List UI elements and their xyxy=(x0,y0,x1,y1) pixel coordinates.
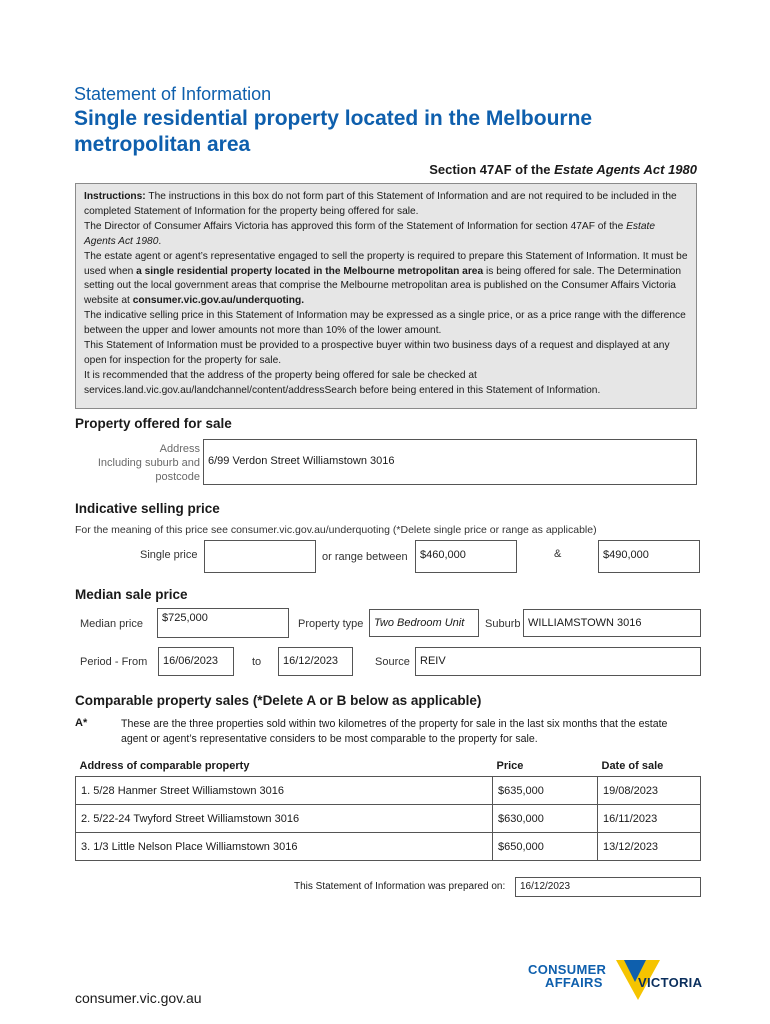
period-to-field[interactable]: 16/12/2023 xyxy=(278,647,353,676)
indicative-note: For the meaning of this price see consumer.vic.gov.au/underquoting (*Delete single price or range as applicable) xyxy=(75,524,597,536)
comparable-price[interactable]: $630,000 xyxy=(493,805,598,833)
instructions-p1-text: The instructions in this box do not form part of this Statement of Information and are not required to be included in the completed Statement of Information for the property being offered for sale. xyxy=(84,191,677,217)
comparable-date[interactable]: 19/08/2023 xyxy=(598,777,701,805)
document-subtitle: Statement of Information xyxy=(74,84,272,104)
logo-line-2: AFFAIRS xyxy=(545,975,603,990)
single-price-field[interactable] xyxy=(204,540,316,573)
median-price-label: Median price xyxy=(80,618,143,630)
prepared-on-field[interactable]: 16/12/2023 xyxy=(515,877,701,897)
median-heading: Median sale price xyxy=(75,587,188,602)
comparable-date[interactable]: 16/11/2023 xyxy=(598,805,701,833)
property-heading: Property offered for sale xyxy=(75,416,232,431)
source-field[interactable]: REIV xyxy=(415,647,701,676)
address-label-line2: Including suburb and xyxy=(97,457,200,469)
period-to-label: to xyxy=(252,656,262,668)
section-prefix: Section 47AF of the xyxy=(429,162,551,177)
address-label-line1: Address xyxy=(159,443,200,455)
instructions-p3b: a single residential property located in the Melbourne metropolitan area xyxy=(136,265,484,277)
instructions-p2 xyxy=(84,220,688,250)
instructions-p1 xyxy=(84,190,688,220)
title-line-1: Single residential property located in the Melbourne xyxy=(74,107,593,130)
suburb-label: Suburb xyxy=(485,618,521,630)
address-label xyxy=(80,442,200,484)
table-row xyxy=(76,777,701,805)
table-header-row xyxy=(76,756,701,777)
table-row xyxy=(76,805,701,833)
range-label: or range between xyxy=(322,551,408,563)
title-line-2: metropolitan area xyxy=(74,133,251,156)
instructions-p2c: . xyxy=(158,235,162,247)
instructions-lead: Instructions: xyxy=(84,191,146,202)
period-from-label: Period - From xyxy=(80,656,148,668)
instructions-p3d: consumer.vic.gov.au/underquoting. xyxy=(132,295,305,307)
footer-url[interactable]: consumer.vic.gov.au xyxy=(75,990,202,1006)
instructions-p2b: Estate Agents Act 1980 xyxy=(84,220,655,247)
comparable-address[interactable]: 2. 5/22-24 Twyford Street Williamstown 3016 xyxy=(76,805,493,833)
instructions-box xyxy=(75,183,697,409)
instructions-p4: The indicative selling price in this Statement of Information may be expressed as a single price, or as a price range with the difference between the upper and lower amounts not more than 10% of the lower amount. xyxy=(84,310,686,337)
option-a-marker: A* xyxy=(75,717,88,729)
comparable-price[interactable]: $650,000 xyxy=(493,833,598,861)
range-low-field[interactable]: $460,000 xyxy=(415,540,517,573)
address-field[interactable]: 6/99 Verdon Street Williamstown 3016 xyxy=(203,439,697,485)
range-high-field[interactable]: $490,000 xyxy=(598,540,700,573)
instructions-p3a: The estate agent or agent’s representative engaged to sell the property is required to prepare this Statement of Information. It must be used when xyxy=(84,250,688,277)
instructions-p5: This Statement of Information must be provided to a prospective buyer within two business days of a request and displayed at any open for inspection for the property for sale. xyxy=(84,340,670,366)
property-type-label: Property type xyxy=(298,618,364,630)
indicative-heading: Indicative selling price xyxy=(75,501,220,516)
property-type-field[interactable]: Two Bedroom Unit xyxy=(369,609,479,637)
comparable-price[interactable]: $635,000 xyxy=(493,777,598,805)
median-price-field[interactable]: $725,000 xyxy=(157,608,289,638)
instructions-p6: It is recommended that the address of the property being offered for sale be checked at services.land.vic.gov.au/landchannel/content/addressSearch before being entered in this Statement of Information. xyxy=(84,369,601,396)
document-title xyxy=(74,106,714,158)
comparable-address[interactable]: 1. 5/28 Hanmer Street Williamstown 3016 xyxy=(76,777,493,805)
instructions-p3 xyxy=(84,250,688,310)
comparable-address[interactable]: 3. 1/3 Little Nelson Place Williamstown 3016 xyxy=(76,833,493,861)
instructions-p2a: The Director of Consumer Affairs Victoria has approved this form of the Statement of Information for section 47AF of the xyxy=(84,220,624,232)
act-name: Estate Agents Act 1980 xyxy=(554,162,697,177)
option-a-description: These are the three properties sold within two kilometres of the property for sale in the last six months that the estate agent or agent’s representative considers to be most comparable to the property for sale. xyxy=(121,718,668,745)
comparable-date[interactable]: 13/12/2023 xyxy=(598,833,701,861)
table-row xyxy=(76,833,701,861)
period-from-field[interactable]: 16/06/2023 xyxy=(158,647,234,676)
instructions-p3c: is being offered for sale. The Determination setting out the local government areas that comprise the Melbourne metropolitan area is published on the Consumer Affairs Victoria website at xyxy=(84,265,681,307)
section-reference xyxy=(429,162,697,177)
comparable-table xyxy=(75,756,701,861)
suburb-field[interactable]: WILLIAMSTOWN 3016 xyxy=(523,609,701,637)
col-address-header: Address of comparable property xyxy=(76,756,493,777)
range-ampersand: & xyxy=(554,548,562,560)
comparable-heading: Comparable property sales (*Delete A or B below as applicable) xyxy=(75,693,482,708)
logo-line-3: VICTORIA xyxy=(638,975,703,990)
address-label-line3: postcode xyxy=(155,471,200,483)
col-date-header: Date of sale xyxy=(598,756,701,777)
prepared-on-label: This Statement of Information was prepared on: xyxy=(294,881,506,892)
source-label: Source xyxy=(375,656,410,668)
consumer-affairs-logo xyxy=(528,960,703,1008)
col-price-header: Price xyxy=(493,756,598,777)
logo-line-1: CONSUMER xyxy=(528,962,607,977)
single-price-label: Single price xyxy=(140,549,198,561)
